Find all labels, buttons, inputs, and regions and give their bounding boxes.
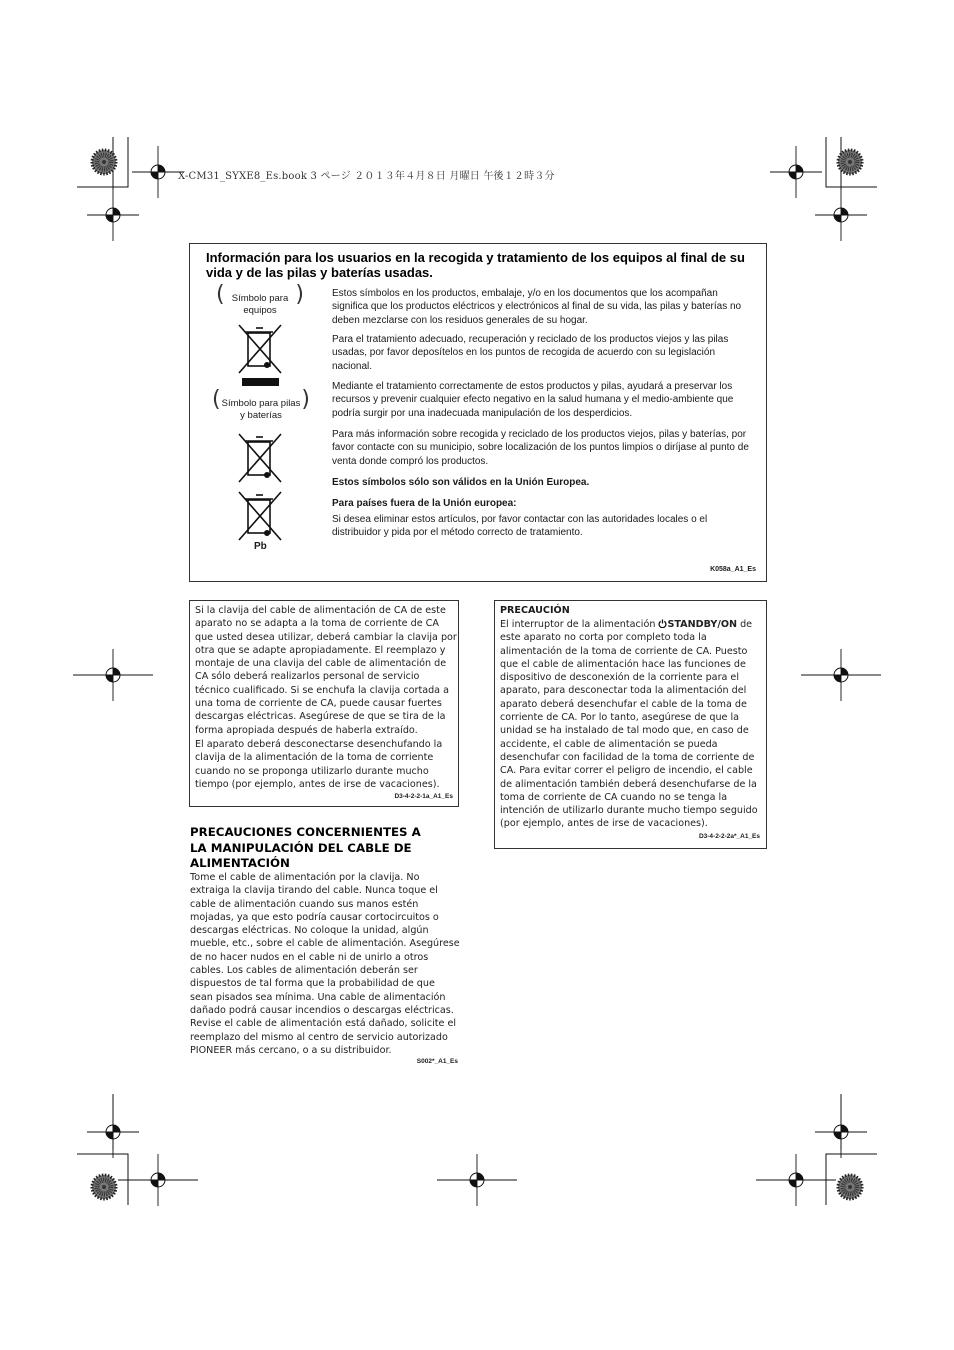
power-cord-ref-code: S002*_A1_Es (416, 1058, 458, 1065)
color-target-icon (92, 1175, 116, 1199)
print-header: X-CM31_SYXE8_Es.book 3 ページ ２０１３年４月８日 月曜日 午後１２時３分 (178, 171, 555, 182)
weee-eu-only: Estos símbolos sólo son válidos en la Unión Europea. (332, 477, 590, 488)
caution-ref-code: D3-4-2-2-2a*_A1_Es (698, 833, 760, 840)
power-cord-text: Tome el cable de alimentación por la clavija. No extraiga la clavija tirando del cable. Nunca toque el cable de alimentación cuando sus manos estén mojadas, ya que esto podría causar cortocircuitos o descargas eléctricas. No coloque la unidad, algún mueble, etc., sobre el cable de alimentación. Asegúrese de no hacer nudos en el cable ni de unirlo a otros cables. Los cables de alimentación deberán ser dispuestos de tal forma que la probabilidad de que sean pisados sea mínima. Una cable de alimentación dañado podrá causar incendios o descargas eléctricas. Revise el cable de alimentación está dañado, solicite el reemplazo del mismo al centro de servicio autorizado PIONEER más cercano, o a su distribuidor. (190, 872, 460, 1056)
standby-label: STANDBY/ON (667, 619, 738, 630)
color-target-icon (838, 150, 862, 174)
plug-warning-text-2: El aparato deberá desconectarse desenchufando la clavija de la alimentación de la toma de corriente cuando no se proponga utilizarlo durante mucho tiempo (por ejemplo, antes de irse de vacaciones). (195, 739, 443, 790)
color-target-icon (838, 1175, 862, 1199)
plug-ref-code: D3-4-2-2-1a_A1_Es (394, 793, 453, 800)
weee-paragraph-3: Mediante el tratamiento correctamente de estos productos y pilas, ayudará a preservar los recursos y prevenir cualquier efecto negativo en la salud humana y el medio-ambiente que podría surgir por una inadecuada manipulación de los desperdicios. (332, 381, 734, 419)
plug-warning-text: Si la clavija del cable de alimentación de CA de este aparato no se adapta a la toma de corriente de CA que usted desea utilizar, deberá cambiar la clavija por otra que se adapte apropiadamente. El reemplazo y montaje de una clavija del cable de alimentación de CA sólo deberá realizarlos personal de servicio técnico cualificado. Si se enchufa la clavija cortada a una toma de corriente de CA, puede causar fuertes descargas eléctricas. Asegúrese de que se tira de la forma apropiada después de haberla extraído. (195, 605, 457, 736)
registration-mark-icon (815, 189, 867, 241)
weee-paragraph-4: Para más información sobre recogida y reciclado de los productos viejos, pilas y baterías, por favor contacte con su municipio, sobre localización de los puntos limpios o diríjase al punto de venta donde compró los productos. (332, 429, 749, 467)
color-target-icon (92, 150, 116, 174)
caution-text: El interruptor de la alimentación STANDBY/ON de este aparato no corta por completo toda la alimentación de la toma de corriente de CA. Puesto que el cable de alimentación hace las funciones de dispositivo de desconexión de la corriente para el aparato, para desconectar toda la alimentación del aparato deberá desenchufar el cable de la toma de corriente de CA. Por lo tanto, asegúrese de que la unidad se ha instalado de tal modo que, en caso de accidente, el cable de alimentación se pueda desenchufar con facilidad de la toma de corriente de CA. Para evitar correr el peligro de incendio, el cable de alimentación también deberá desenchufarse de la toma de corriente de CA cuando no se tenga la intención de utilizarlo durante mucho tiempo seguido (por ejemplo, antes de irse de vacaciones). (500, 619, 758, 830)
weee-paragraph-2: Para el tratamiento adecuado, recuperación y reciclado de los productos viejos y las pilas usadas, por favor deposítelos en los puntos de recogida de acuerdo con su legislación nacional. (332, 334, 729, 372)
crossed-out-wheeled-bin-icon (237, 323, 283, 387)
registration-mark-icon (87, 189, 139, 241)
weee-outside-eu-heading: Para países fuera de la Unión europea: (332, 498, 517, 509)
crossed-out-wheeled-bin-icon (237, 490, 283, 542)
registration-mark-icon (87, 1106, 139, 1158)
crossed-out-wheeled-bin-icon (237, 432, 283, 484)
symbol-equipment-label: ( Símbolo para equipos ) (216, 282, 304, 316)
weee-outside-eu-text: Si desea eliminar estos artículos, por favor contactar con las autoridades locales o el distribuidor y pida por el método correcto de tratamiento. (332, 514, 708, 539)
weee-paragraph-1: Estos símbolos en los productos, embalaje, y/o en los documentos que los acompañan significa que los productos eléctricos y electrónicos al final de su vida, las pilas y baterías no deben mezclarse con los residuos generales de su hogar. (332, 288, 742, 326)
caution-heading: PRECAUCIÓN (500, 605, 570, 616)
weee-title: Información para los usuarios en la recogida y tratamiento de los equipos al final de su vida y de las pilas y baterías usadas. (206, 250, 745, 280)
registration-mark-icon (815, 1106, 867, 1158)
registration-mark-icon (770, 146, 822, 198)
power-cord-heading: PRECAUCIONES CONCERNIENTES A LA MANIPULACIÓN DEL CABLE DE ALIMENTACIÓN (190, 825, 421, 870)
pb-label: Pb (254, 541, 267, 552)
symbol-batteries-label: ( Símbolo para pilas y baterías ) (212, 387, 310, 421)
registration-mark-icon (132, 146, 184, 198)
weee-ref-code: K058a_A1_Es (710, 566, 756, 573)
